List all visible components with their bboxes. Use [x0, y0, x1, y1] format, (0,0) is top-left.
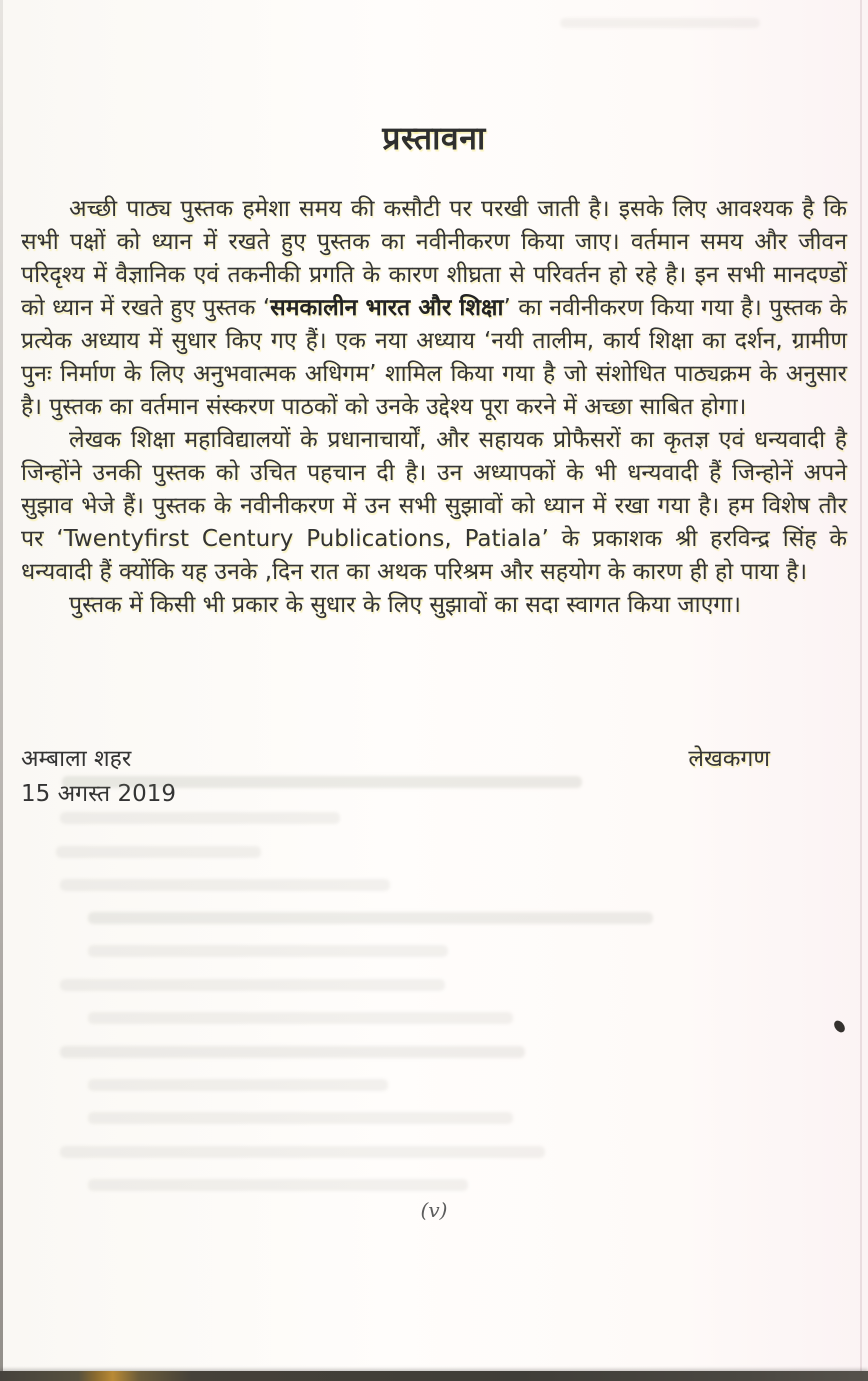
page-bottom-edge: [0, 1371, 868, 1381]
page-number: (v): [420, 1198, 448, 1222]
page-right-edge: [860, 0, 862, 1381]
signature-date: 15 अगस्त 2019: [21, 781, 176, 807]
paragraph-1-text-end: ’ का नवीनीकरण किया गया है। पुस्तक के प्रत्येक अध्याय में सुधार किए गए हैं। एक नया अध्याय ‘नयी तालीम, कार्य शिक्षा का दर्शन, ग्रामीण पुनः निर्माण के लिए अनुभवात्मक अधिगम’ शामिल किया गया है जो संशोधित पाठ्यक्रम के अनुसार है। पुस्तक का वर्तमान संस्करण पाठकों को उनके उद्देश्य पूरा करने में अच्छा साबित होगा।: [21, 295, 848, 420]
preface-text-block: [21, 193, 847, 622]
ghost-text-artifact: [60, 1146, 545, 1158]
ghost-text-artifact: [88, 1112, 513, 1124]
signature-author: लेखकगण: [688, 746, 770, 772]
ghost-text-artifact: [88, 945, 448, 957]
ghost-text-artifact: [60, 879, 390, 891]
ghost-text-artifact: [60, 812, 340, 824]
ghost-text-artifact: [88, 1012, 513, 1024]
ghost-text-artifact: [62, 776, 582, 788]
ghost-text-artifact: [56, 846, 261, 858]
ghost-text-artifact: [88, 1179, 468, 1191]
book-title-inline: समकालीन भारत और शिक्षा: [270, 295, 504, 321]
ghost-text-artifact: [88, 912, 653, 924]
page-left-edge: [0, 0, 3, 1381]
signature-place: अम्बाला शहर: [21, 746, 132, 772]
ghost-text-artifact: [60, 979, 445, 991]
ghost-text-artifact: [60, 1046, 525, 1058]
paragraph-1-text-start: अच्छी पाठ्य पुस्तक हमेशा समय की कसौटी पर परखी जाती है। इसके लिए आवश्यक है कि सभी पक्षों को ध्यान में रखते हुए पुस्तक का नवीनीकरण किया जाए। वर्तमान समय और जीवन परिदृश्य में वैज्ञानिक एवं तकनीकी प्रगति के कारण शीघ्रता से परिवर्तन हो रहे है। इन सभी मानदण्डों को ध्यान में रखते हुए पुस्तक ‘: [21, 196, 847, 321]
paragraph-2: लेखक शिक्षा महाविद्यालयों के प्रधानाचार्यों, और सहायक प्रोफैसरों का कृतज्ञ एवं धन्यवादी है जिन्होंने उनकी पुस्तक को उचित पहचान दी है। उन अध्यापकों के भी धन्यवादी हैं जिन्होनें अपने सुझाव भेजे हैं। पुस्तक के नवीनीकरण में उन सभी सुझावों को ध्यान में रखा गया है। हम विशेष तौर पर ‘Twentyfirst Century Publications, Patiala’ के प्रकाशक श्री हरविन्द्र सिंह के धन्यवादी हैं क्योंकि यह उनके ,दिन रात का अथक परिश्रम और सहयोग के कारण ही हो पाया है।: [21, 427, 847, 585]
ink-speck: [832, 1019, 847, 1035]
paragraph-3: पुस्तक में किसी भी प्रकार के सुधार के लिए सुझावों का सदा स्वागत किया जाएगा।: [69, 592, 741, 618]
page-title: प्रस्तावना: [382, 119, 486, 157]
paragraph-1: [21, 193, 847, 424]
ghost-text-artifact: [88, 1079, 388, 1091]
ghost-text-artifact: [560, 18, 760, 28]
